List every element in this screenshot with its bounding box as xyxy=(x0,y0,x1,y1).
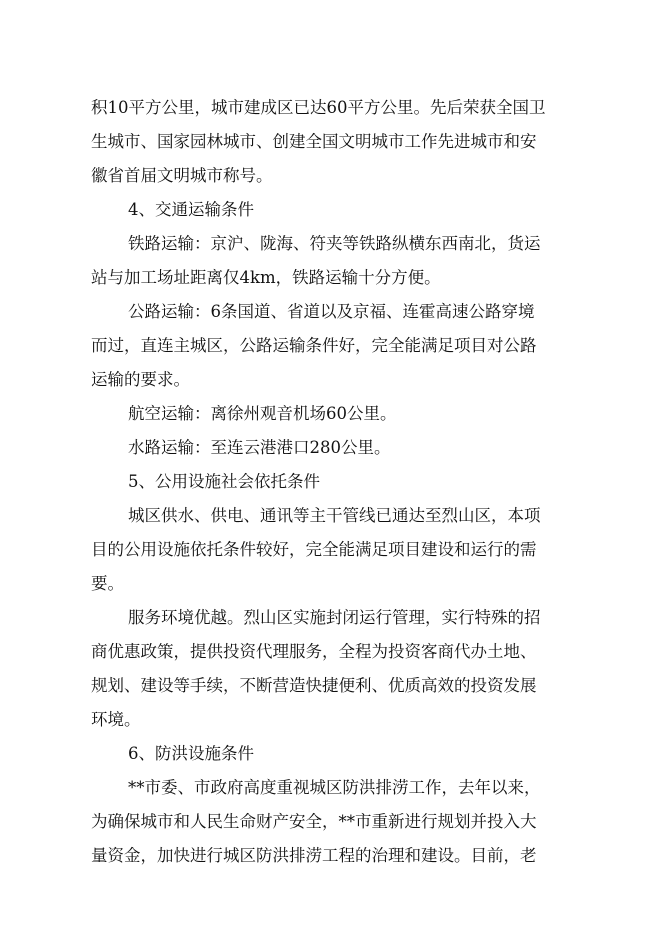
text-line: 环境。 xyxy=(91,710,141,729)
text-line: 量资金，加快进行城区防洪排涝工程的治理和建设。目前，老 xyxy=(91,846,537,865)
section-heading xyxy=(0,739,662,769)
text-line: 目的公用设施依托条件较好，完全能满足项目建设和运行的需 xyxy=(91,540,537,559)
paragraph-line xyxy=(0,671,662,701)
paragraph-line xyxy=(0,263,662,293)
heading-text: 4、交通运输条件 xyxy=(128,200,254,219)
paragraph-line xyxy=(0,93,662,123)
text-line: 铁路运输：京沪、陇海、符夹等铁路纵横东西南北，货运 xyxy=(128,234,541,253)
paragraph-line xyxy=(0,705,662,735)
paragraph-line xyxy=(0,229,662,259)
text-line: **市委、市政府高度重视城区防洪排涝工作，去年以来， xyxy=(128,778,541,797)
paragraph-line xyxy=(0,433,662,463)
text-line: 公路运输：6条国道、省道以及京福、连霍高速公路穿境 xyxy=(128,302,535,321)
paragraph-line xyxy=(0,773,662,803)
paragraph-line xyxy=(0,535,662,565)
text-line: 徽省首届文明城市称号。 xyxy=(91,166,273,185)
paragraph-line xyxy=(0,569,662,599)
paragraph-line xyxy=(0,365,662,395)
text-line: 为确保城市和人民生命财产安全，**市重新进行规划并投入大 xyxy=(91,812,537,831)
text-line: 而过，直连主城区，公路运输条件好，完全能满足项目对公路 xyxy=(91,336,537,355)
text-line: 站与加工场址距离仅4km，铁路运输十分方便。 xyxy=(91,268,441,287)
heading-text: 5、公用设施社会依托条件 xyxy=(128,472,320,491)
heading-text: 6、防洪设施条件 xyxy=(128,744,254,763)
text-line: 城区供水、供电、通讯等主干管线已通达至烈山区，本项 xyxy=(128,506,541,525)
text-line: 生城市、国家园林城市、创建全国文明城市工作先进城市和安 xyxy=(91,132,537,151)
paragraph-line xyxy=(0,841,662,871)
paragraph-line xyxy=(0,297,662,327)
text-line: 水路运输：至连云港港口280公里。 xyxy=(128,438,391,457)
paragraph-line xyxy=(0,127,662,157)
paragraph-line xyxy=(0,501,662,531)
section-heading xyxy=(0,195,662,225)
section-heading xyxy=(0,467,662,497)
text-line: 航空运输：离徐州观音机场60公里。 xyxy=(128,404,397,423)
paragraph-line xyxy=(0,399,662,429)
paragraph-line xyxy=(0,603,662,633)
text-line: 规划、建设等手续，不断营造快捷便利、优质高效的投资发展 xyxy=(91,676,537,695)
paragraph-line xyxy=(0,331,662,361)
text-line: 服务环境优越。烈山区实施封闭运行管理，实行特殊的招 xyxy=(128,608,541,627)
text-line: 商优惠政策，提供投资代理服务，全程为投资客商代办土地、 xyxy=(91,642,537,661)
paragraph-line xyxy=(0,161,662,191)
text-line: 运输的要求。 xyxy=(91,370,190,389)
paragraph-line xyxy=(0,637,662,667)
paragraph-line xyxy=(0,807,662,837)
text-line: 积10平方公里，城市建成区已达60平方公里。先后荣获全国卫 xyxy=(91,98,546,117)
text-line: 要。 xyxy=(91,574,124,593)
